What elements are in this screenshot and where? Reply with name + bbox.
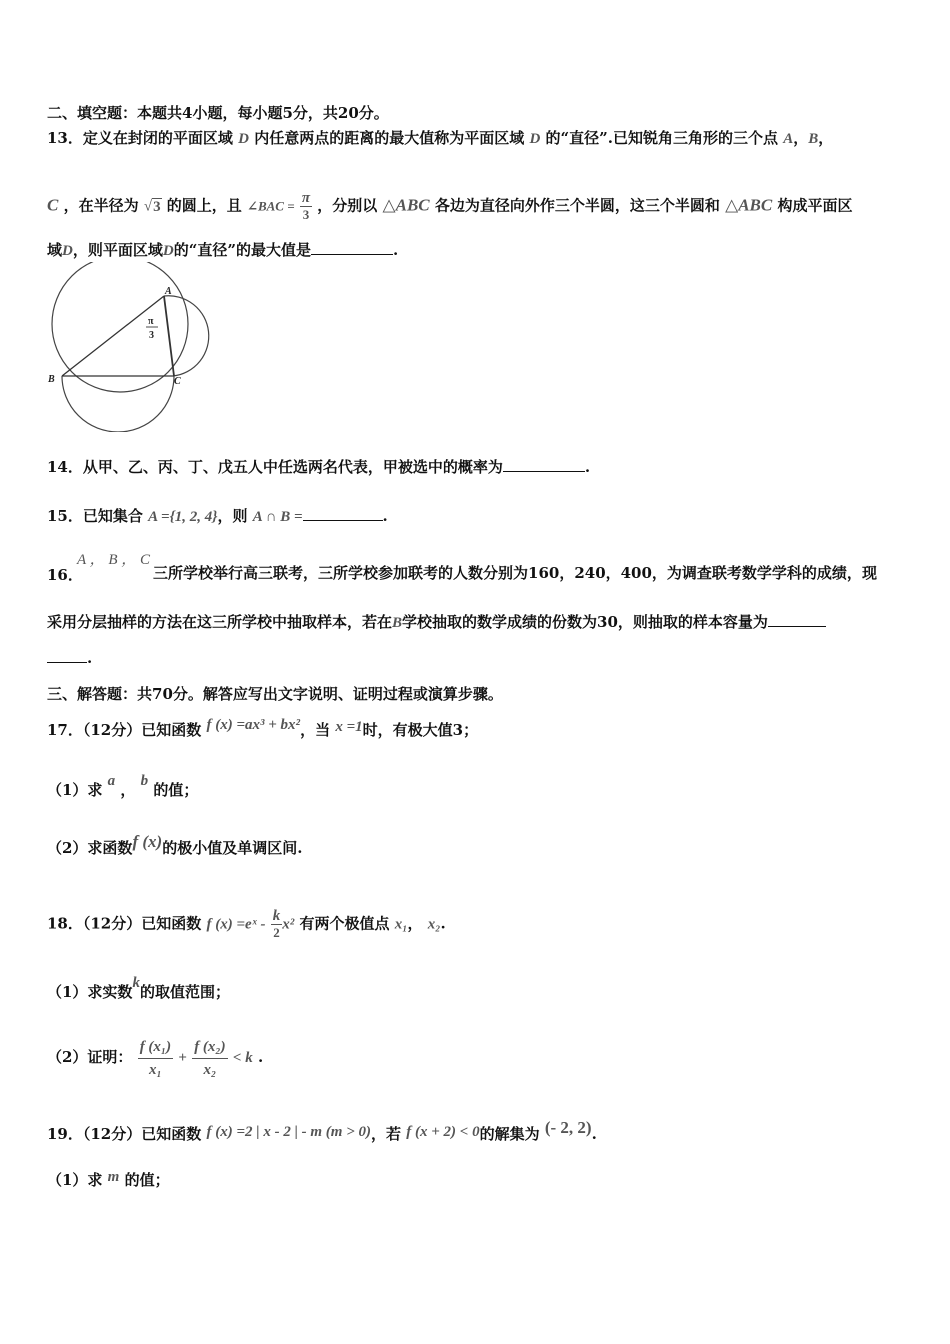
q19-period: . [591, 1125, 597, 1143]
q13-radius: √3 [143, 198, 161, 215]
q18-function-lhs: f (x) =eˣ - [206, 916, 266, 933]
q13-text: ，在半径为 [63, 196, 139, 215]
q17-sep: ， [120, 781, 136, 799]
q16-school-b: B [392, 615, 403, 631]
q19-text: 19．（12分）已知函数 [47, 1125, 202, 1143]
angle-label-3: 3 [149, 330, 154, 341]
q13-triangle: △ABC [725, 195, 773, 215]
q13-line-3 [47, 240, 398, 261]
answer-blank[interactable] [503, 457, 585, 472]
q19-text: ，若 [371, 1125, 402, 1143]
q18-part-2 [47, 1032, 263, 1083]
q17-function: f (x) =ax³ + bx² [206, 717, 301, 733]
q15-intersection: A ∩ B = [252, 509, 303, 525]
answer-blank[interactable] [311, 240, 393, 255]
q15-line [47, 506, 388, 527]
q18-part-1 [47, 975, 230, 1003]
q13-text: 13．定义在封闭的平面区域 [47, 129, 233, 147]
q16-text: 学校抽取的数学成绩的份数为30，则抽取的样本容量为 [402, 613, 768, 631]
q13-text: 的“直径”.已知锐角三角形的三个点 [545, 129, 779, 147]
q13-region-d: D [238, 131, 249, 147]
q13-text: ，分别以 [317, 196, 378, 215]
q18-part-1-text: 的取值范围； [139, 983, 230, 1001]
q13-line-1 [47, 128, 833, 149]
q13-text: 各边为直径向外作三个半圆，这三个半圆和 [434, 196, 720, 215]
q13-region-d: D [62, 243, 73, 259]
q15-period: . [382, 507, 388, 525]
q18-part-1-text: （1）求实数 [47, 983, 133, 1001]
q18-sep: ， [407, 914, 423, 933]
q18-plus: + [178, 1050, 187, 1066]
q13-triangle: △ABC [382, 195, 430, 215]
q13-region-d: D [162, 243, 174, 259]
q18-period: . [440, 914, 446, 933]
q15-text: 15．已知集合 [47, 507, 143, 525]
section-3-heading-text: 三、解答题：共70分。解答应写出文字说明、证明过程或演算步骤。 [47, 685, 503, 703]
angle-label-pi: π [148, 316, 154, 327]
q14-period: . [584, 458, 591, 476]
q16-period: . [87, 649, 93, 667]
q19-var-m: m [107, 1169, 120, 1185]
q17-var-b: b [140, 773, 149, 789]
q13-angle-fraction: $\frac{\pi}{3}$ [301, 190, 311, 222]
q18-var-k: k [132, 975, 140, 991]
q19-function: f (x) =2 | x - 2 | - m (m > 0) [206, 1124, 371, 1140]
q13-text: 的“直径”的最大值是 [173, 241, 311, 259]
q18-less-than-k: < k [232, 1050, 253, 1066]
q13-text: 域 [47, 241, 63, 259]
q13-line-2 [47, 190, 852, 223]
label-a: A [165, 286, 172, 297]
q13-comma: ， [793, 129, 809, 147]
q13-text: 内任意两点的距离的最大值称为平面区域 [254, 129, 525, 147]
q13-point-c: C [47, 195, 59, 215]
q17-text: 时，有极大值3； [362, 721, 479, 739]
q14-text: 14．从甲、乙、丙、丁、戊五人中任选两名代表，甲被选中的概率为 [47, 458, 503, 476]
q13-period: . [392, 241, 399, 259]
q18-fraction: $\frac{k}{2}$ [272, 908, 281, 940]
q14-line [47, 457, 590, 477]
q13-text: ，则平面区域 [72, 241, 163, 259]
q16-text: 三所学校举行高三联考，三所学校参加联考的人数分别为160，240，400，为调查联考数学学科的成绩，现 [153, 564, 877, 582]
q17-part-1-text: （1）求 [47, 781, 103, 799]
q15-set-a: A ={1, 2, 4} [148, 509, 218, 525]
section-2-heading [47, 103, 389, 123]
q17-part-1-text: 的值； [153, 781, 199, 799]
q18-part-2-text: （2）证明： [47, 1048, 133, 1066]
section-2-heading-text: 二、填空题：本题共4小题，每小题5分，共20分。 [47, 104, 389, 122]
q17-part-2 [47, 832, 303, 858]
q19-part-1-text: 的值； [124, 1171, 170, 1189]
q17-var-a: a [107, 773, 116, 789]
q17-part-1 [47, 773, 199, 801]
q19-line [47, 1118, 597, 1145]
q16-text: 采用分层抽样的方法在这三所学校中抽取样本，若在 [47, 613, 393, 631]
q17-line [47, 717, 479, 741]
q18-x-squared: x² [282, 916, 295, 933]
q13-text: 构成平面区 [777, 196, 853, 215]
q16-number: 16． [47, 566, 83, 584]
q16-line-1 [47, 565, 83, 585]
q17-part-2-text: 的极小值及单调区间. [162, 839, 303, 857]
q19-text: 的解集为 [479, 1125, 540, 1143]
q16-school-labels: A ， B ， C [77, 552, 151, 568]
answer-blank[interactable] [303, 506, 383, 521]
q19-inequality: f (x + 2) < 0 [406, 1124, 480, 1140]
q13-region-d: D [529, 131, 541, 147]
q13-point-a: A [783, 131, 794, 147]
q19-part-1 [47, 1170, 170, 1191]
q19-interval: (- 2, 2) [544, 1118, 592, 1137]
q17-condition: x =1 [335, 719, 363, 735]
q17-text: 17．（12分）已知函数 [47, 721, 202, 739]
q13-point-b: B [808, 131, 819, 147]
q17-text: ，当 [300, 721, 331, 739]
answer-blank[interactable] [47, 648, 87, 663]
q13-comma: ， [818, 129, 834, 147]
q13-text: 的圆上，且 [166, 196, 242, 215]
q18-x2: x₂ [427, 916, 441, 933]
q16-line-3 [47, 648, 92, 668]
q18-text: 18．（12分）已知函数 [47, 914, 202, 933]
q18-fraction-1: $\frac{\text{f (x₁)}}{\text{x₁}}$ [138, 1036, 173, 1081]
q18-part-2-end: . [257, 1048, 264, 1066]
q18-fraction-2: $\frac{\text{f (x₂)}}{\text{x₂}}$ [192, 1036, 227, 1081]
q18-x1: x₁ [394, 916, 408, 933]
semicircle-bc [62, 376, 174, 432]
q17-fx: f (x) [132, 832, 163, 851]
q16-line-1-text [153, 563, 877, 583]
q19-part-1-text: （1）求 [47, 1171, 103, 1189]
q18-line [47, 908, 446, 941]
q17-part-2-text: （2）求函数 [47, 839, 133, 857]
q13-angle: ∠BAC = [247, 198, 295, 214]
side-ac [164, 296, 174, 376]
section-3-heading [47, 684, 503, 704]
q15-text: ，则 [217, 507, 248, 525]
label-c: C [174, 376, 181, 387]
circle-triangle-figure [40, 262, 220, 432]
q16-line-2 [47, 612, 826, 633]
answer-blank[interactable] [768, 612, 826, 627]
label-b: B [48, 374, 55, 385]
q18-text: 有两个极值点 [299, 914, 390, 933]
